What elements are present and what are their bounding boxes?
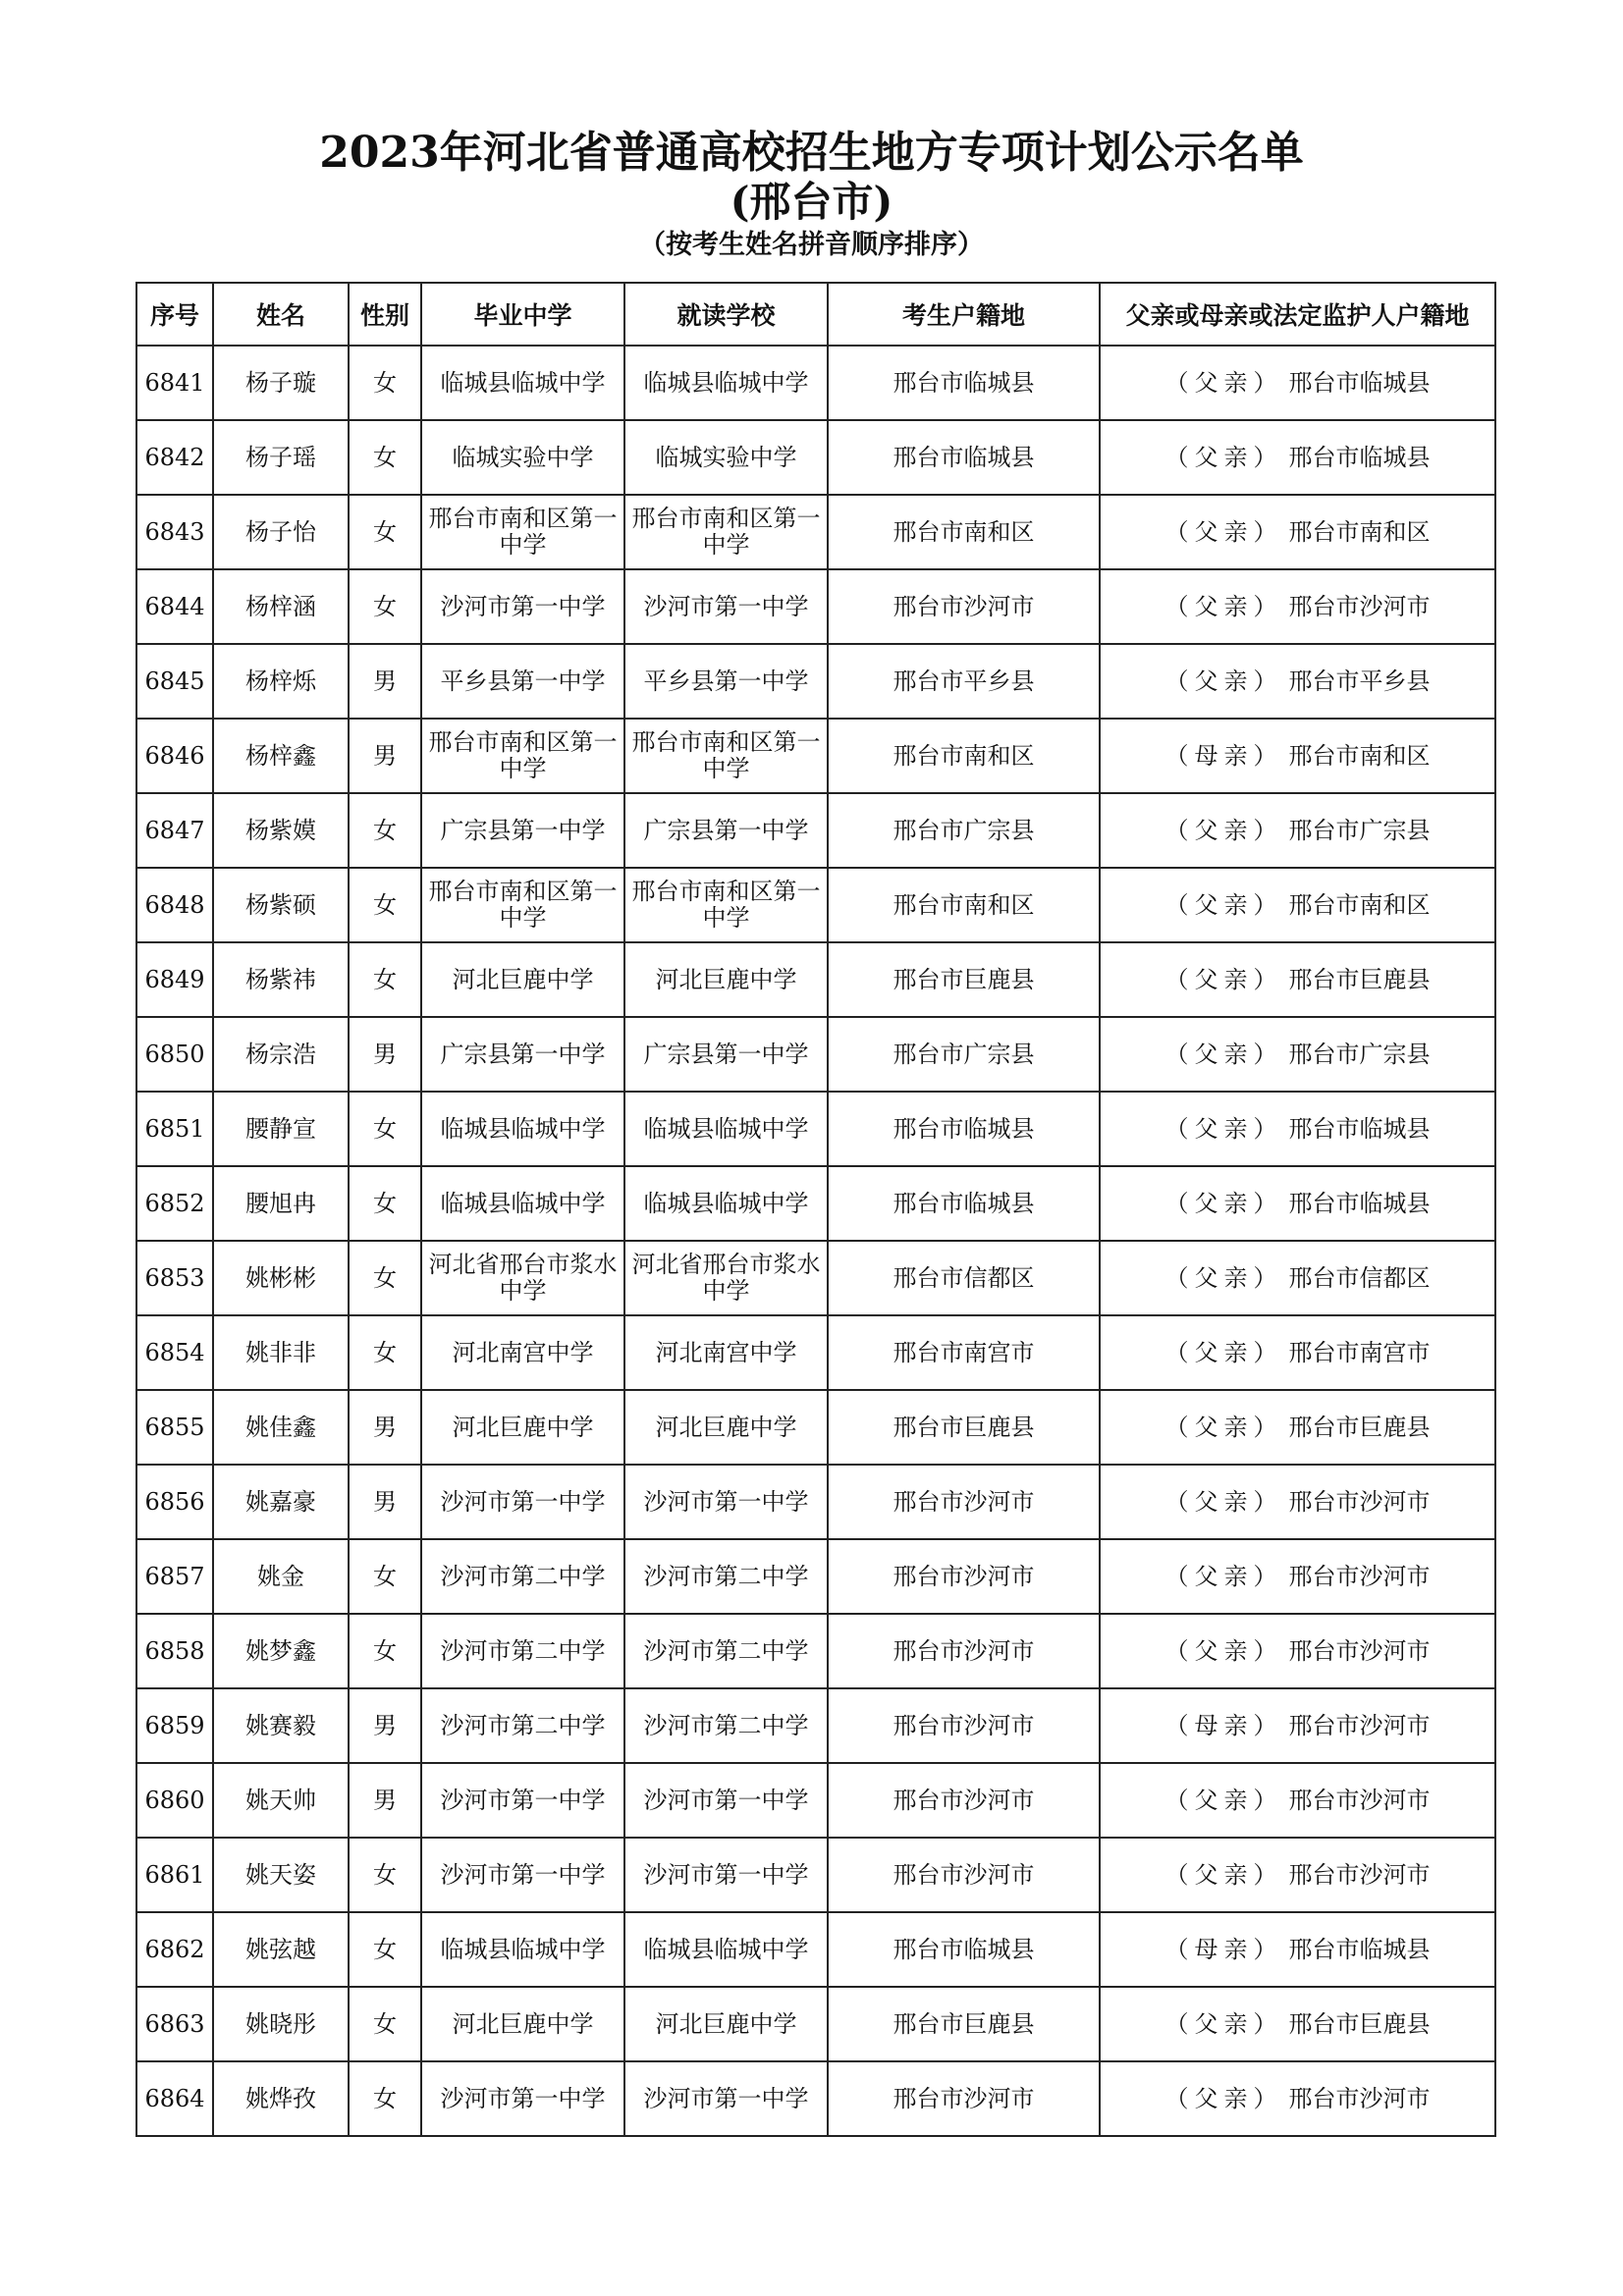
table-row [136, 1987, 1495, 2061]
cell-name: 杨子怡 [213, 495, 349, 569]
cell-study-school: 临城县临城中学 [624, 1912, 828, 1987]
cell-guardian [1100, 1166, 1495, 1241]
table-row [136, 1763, 1495, 1838]
table-row [136, 420, 1495, 495]
cell-study-school: 临城实验中学 [624, 420, 828, 495]
cell-name: 杨紫祎 [213, 942, 349, 1017]
cell-grad-school: 沙河市第一中学 [421, 1763, 624, 1838]
guardian-relation: （父亲） [1164, 517, 1283, 546]
cell-name: 姚金 [213, 1539, 349, 1614]
cell-name: 杨紫嫫 [213, 793, 349, 868]
cell-study-school: 平乡县第一中学 [624, 644, 828, 719]
guardian-place: 邢台市临城县 [1288, 1189, 1431, 1217]
guardian-relation: （父亲） [1164, 667, 1283, 695]
cell-residence: 邢台市南和区 [828, 495, 1100, 569]
guardian-relation: （父亲） [1164, 2084, 1283, 2112]
cell-gender: 女 [349, 1539, 421, 1614]
cell-guardian [1100, 1390, 1495, 1465]
guardian-relation: （父亲） [1164, 1786, 1283, 1814]
cell-gender: 男 [349, 644, 421, 719]
cell-grad-school: 临城县临城中学 [421, 1912, 624, 1987]
table-row [136, 942, 1495, 1017]
cell-no: 6856 [136, 1465, 213, 1539]
table-row [136, 1166, 1495, 1241]
cell-name: 杨梓烁 [213, 644, 349, 719]
cell-study-school: 临城县临城中学 [624, 1166, 828, 1241]
guardian-relation: （父亲） [1164, 368, 1283, 397]
guardian-relation: （父亲） [1164, 1338, 1283, 1366]
cell-guardian [1100, 1539, 1495, 1614]
cell-residence: 邢台市临城县 [828, 1166, 1100, 1241]
guardian-place: 邢台市沙河市 [1288, 592, 1431, 620]
table-row [136, 346, 1495, 420]
cell-study-school: 河北省邢台市浆水中学 [624, 1241, 828, 1315]
cell-guardian [1100, 1688, 1495, 1763]
cell-study-school: 河北巨鹿中学 [624, 1390, 828, 1465]
table-row [136, 1465, 1495, 1539]
cell-name: 姚天姿 [213, 1838, 349, 1912]
cell-grad-school: 沙河市第二中学 [421, 1614, 624, 1688]
guardian-place: 邢台市临城县 [1288, 443, 1431, 471]
cell-name: 姚赛毅 [213, 1688, 349, 1763]
cell-no: 6861 [136, 1838, 213, 1912]
cell-residence: 邢台市沙河市 [828, 1838, 1100, 1912]
cell-study-school: 河北巨鹿中学 [624, 942, 828, 1017]
guardian-place: 邢台市巨鹿县 [1288, 2009, 1431, 2038]
table-row [136, 1390, 1495, 1465]
cell-gender: 女 [349, 1315, 421, 1390]
cell-residence: 邢台市巨鹿县 [828, 1390, 1100, 1465]
guardian-relation: （父亲） [1164, 1487, 1283, 1516]
cell-grad-school: 沙河市第一中学 [421, 2061, 624, 2136]
cell-study-school: 河北南宫中学 [624, 1315, 828, 1390]
cell-name: 姚彬彬 [213, 1241, 349, 1315]
guardian-place: 邢台市巨鹿县 [1288, 1413, 1431, 1441]
cell-residence: 邢台市沙河市 [828, 1465, 1100, 1539]
cell-guardian [1100, 1315, 1495, 1390]
guardian-place: 邢台市临城县 [1288, 1114, 1431, 1143]
cell-grad-school: 沙河市第二中学 [421, 1688, 624, 1763]
col-header-study-school: 就读学校 [624, 283, 828, 346]
cell-gender: 男 [349, 1017, 421, 1092]
col-header-guardian: 父亲或母亲或法定监护人户籍地 [1100, 283, 1495, 346]
cell-study-school: 临城县临城中学 [624, 346, 828, 420]
cell-residence: 邢台市临城县 [828, 420, 1100, 495]
cell-no: 6858 [136, 1614, 213, 1688]
cell-residence: 邢台市南宫市 [828, 1315, 1100, 1390]
cell-guardian [1100, 1465, 1495, 1539]
roster-table [135, 282, 1496, 2137]
guardian-relation: （父亲） [1164, 1562, 1283, 1590]
cell-gender: 女 [349, 1987, 421, 2061]
cell-study-school: 邢台市南和区第一中学 [624, 868, 828, 942]
cell-name: 杨子瑶 [213, 420, 349, 495]
cell-name: 腰静宣 [213, 1092, 349, 1166]
cell-guardian [1100, 719, 1495, 793]
cell-grad-school: 邢台市南和区第一中学 [421, 719, 624, 793]
cell-name: 杨紫硕 [213, 868, 349, 942]
guardian-place: 邢台市临城县 [1288, 1935, 1431, 1963]
cell-gender: 女 [349, 495, 421, 569]
cell-guardian [1100, 793, 1495, 868]
cell-name: 杨梓涵 [213, 569, 349, 644]
cell-name: 姚非非 [213, 1315, 349, 1390]
cell-name: 姚晓彤 [213, 1987, 349, 2061]
cell-gender: 男 [349, 1390, 421, 1465]
page-subtitle-city: (邢台市) [730, 178, 893, 226]
table-header [136, 283, 1495, 346]
cell-gender: 女 [349, 1912, 421, 1987]
cell-gender: 男 [349, 1688, 421, 1763]
guardian-relation: （父亲） [1164, 965, 1283, 993]
guardian-place: 邢台市南和区 [1288, 890, 1431, 919]
guardian-relation: （父亲） [1164, 1636, 1283, 1665]
cell-grad-school: 邢台市南和区第一中学 [421, 868, 624, 942]
cell-study-school: 临城县临城中学 [624, 1092, 828, 1166]
table-row [136, 495, 1495, 569]
col-header-gender: 性别 [349, 283, 421, 346]
header-row [136, 283, 1495, 346]
cell-gender: 男 [349, 719, 421, 793]
cell-guardian [1100, 2061, 1495, 2136]
cell-no: 6845 [136, 644, 213, 719]
table-row [136, 569, 1495, 644]
cell-name: 姚佳鑫 [213, 1390, 349, 1465]
cell-grad-school: 河北巨鹿中学 [421, 1390, 624, 1465]
guardian-place: 邢台市南和区 [1288, 517, 1431, 546]
cell-guardian [1100, 420, 1495, 495]
table-row [136, 719, 1495, 793]
guardian-relation: （父亲） [1164, 1040, 1283, 1068]
cell-no: 6841 [136, 346, 213, 420]
cell-no: 6860 [136, 1763, 213, 1838]
cell-guardian [1100, 495, 1495, 569]
cell-gender: 女 [349, 2061, 421, 2136]
sort-note: （按考生姓名拼音顺序排序） [639, 230, 984, 260]
cell-no: 6863 [136, 1987, 213, 2061]
cell-grad-school: 河北巨鹿中学 [421, 942, 624, 1017]
guardian-place: 邢台市沙河市 [1288, 2084, 1431, 2112]
cell-study-school: 邢台市南和区第一中学 [624, 719, 828, 793]
guardian-relation: （父亲） [1164, 1263, 1283, 1292]
cell-name: 腰旭冉 [213, 1166, 349, 1241]
table-row [136, 868, 1495, 942]
cell-no: 6855 [136, 1390, 213, 1465]
guardian-relation: （父亲） [1164, 443, 1283, 471]
cell-study-school: 沙河市第一中学 [624, 569, 828, 644]
guardian-relation: （母亲） [1164, 1711, 1283, 1739]
cell-guardian [1100, 644, 1495, 719]
table-row [136, 1539, 1495, 1614]
col-header-grad-school: 毕业中学 [421, 283, 624, 346]
cell-residence: 邢台市沙河市 [828, 2061, 1100, 2136]
cell-gender: 女 [349, 569, 421, 644]
cell-guardian [1100, 1017, 1495, 1092]
cell-study-school: 沙河市第一中学 [624, 1763, 828, 1838]
cell-no: 6857 [136, 1539, 213, 1614]
guardian-place: 邢台市广宗县 [1288, 1040, 1431, 1068]
cell-gender: 女 [349, 420, 421, 495]
table-row [136, 1688, 1495, 1763]
guardian-place: 邢台市巨鹿县 [1288, 965, 1431, 993]
cell-guardian [1100, 346, 1495, 420]
cell-name: 姚梦鑫 [213, 1614, 349, 1688]
cell-grad-school: 河北南宫中学 [421, 1315, 624, 1390]
cell-no: 6854 [136, 1315, 213, 1390]
cell-no: 6847 [136, 793, 213, 868]
cell-gender: 女 [349, 1838, 421, 1912]
guardian-place: 邢台市沙河市 [1288, 1786, 1431, 1814]
table-body [136, 346, 1495, 2136]
col-header-residence: 考生户籍地 [828, 283, 1100, 346]
guardian-place: 邢台市临城县 [1288, 368, 1431, 397]
cell-grad-school: 沙河市第一中学 [421, 569, 624, 644]
cell-study-school: 沙河市第二中学 [624, 1614, 828, 1688]
cell-study-school: 广宗县第一中学 [624, 1017, 828, 1092]
cell-grad-school: 河北省邢台市浆水中学 [421, 1241, 624, 1315]
cell-guardian [1100, 1987, 1495, 2061]
cell-grad-school: 临城县临城中学 [421, 1092, 624, 1166]
cell-gender: 女 [349, 1241, 421, 1315]
guardian-place: 邢台市沙河市 [1288, 1860, 1431, 1889]
cell-name: 姚嘉豪 [213, 1465, 349, 1539]
cell-no: 6842 [136, 420, 213, 495]
cell-guardian [1100, 942, 1495, 1017]
cell-guardian [1100, 569, 1495, 644]
cell-residence: 邢台市巨鹿县 [828, 1987, 1100, 2061]
table-row [136, 1912, 1495, 1987]
cell-residence: 邢台市广宗县 [828, 793, 1100, 868]
cell-residence: 邢台市沙河市 [828, 1763, 1100, 1838]
table-row [136, 644, 1495, 719]
table-row [136, 1614, 1495, 1688]
table-row [136, 1017, 1495, 1092]
cell-study-school: 沙河市第一中学 [624, 2061, 828, 2136]
cell-guardian [1100, 1838, 1495, 1912]
guardian-relation: （父亲） [1164, 816, 1283, 844]
cell-no: 6843 [136, 495, 213, 569]
cell-guardian [1100, 1092, 1495, 1166]
cell-guardian [1100, 1912, 1495, 1987]
cell-grad-school: 沙河市第一中学 [421, 1465, 624, 1539]
cell-grad-school: 广宗县第一中学 [421, 793, 624, 868]
guardian-place: 邢台市南宫市 [1288, 1338, 1431, 1366]
cell-residence: 邢台市沙河市 [828, 569, 1100, 644]
cell-residence: 邢台市南和区 [828, 868, 1100, 942]
cell-name: 杨宗浩 [213, 1017, 349, 1092]
guardian-relation: （母亲） [1164, 741, 1283, 770]
table-row [136, 1315, 1495, 1390]
guardian-place: 邢台市广宗县 [1288, 816, 1431, 844]
cell-gender: 女 [349, 1166, 421, 1241]
table-row [136, 1241, 1495, 1315]
guardian-place: 邢台市南和区 [1288, 741, 1431, 770]
cell-name: 姚弦越 [213, 1912, 349, 1987]
cell-name: 姚烨孜 [213, 2061, 349, 2136]
guardian-relation: （父亲） [1164, 1189, 1283, 1217]
cell-residence: 邢台市沙河市 [828, 1614, 1100, 1688]
cell-no: 6852 [136, 1166, 213, 1241]
guardian-relation: （父亲） [1164, 592, 1283, 620]
cell-grad-school: 平乡县第一中学 [421, 644, 624, 719]
table-row [136, 2061, 1495, 2136]
cell-no: 6853 [136, 1241, 213, 1315]
cell-grad-school: 临城县临城中学 [421, 346, 624, 420]
col-header-name: 姓名 [213, 283, 349, 346]
guardian-place: 邢台市沙河市 [1288, 1487, 1431, 1516]
table-row [136, 793, 1495, 868]
cell-guardian [1100, 1763, 1495, 1838]
cell-study-school: 沙河市第二中学 [624, 1539, 828, 1614]
cell-gender: 女 [349, 793, 421, 868]
cell-study-school: 沙河市第一中学 [624, 1838, 828, 1912]
cell-study-school: 邢台市南和区第一中学 [624, 495, 828, 569]
guardian-place: 邢台市沙河市 [1288, 1711, 1431, 1739]
cell-gender: 女 [349, 346, 421, 420]
cell-residence: 邢台市沙河市 [828, 1539, 1100, 1614]
cell-residence: 邢台市南和区 [828, 719, 1100, 793]
cell-residence: 邢台市平乡县 [828, 644, 1100, 719]
guardian-relation: （父亲） [1164, 1114, 1283, 1143]
guardian-place: 邢台市沙河市 [1288, 1636, 1431, 1665]
cell-gender: 女 [349, 1092, 421, 1166]
cell-grad-school: 临城县临城中学 [421, 1166, 624, 1241]
guardian-relation: （母亲） [1164, 1935, 1283, 1963]
cell-residence: 邢台市信都区 [828, 1241, 1100, 1315]
cell-residence: 邢台市广宗县 [828, 1017, 1100, 1092]
guardian-place: 邢台市信都区 [1288, 1263, 1431, 1292]
cell-grad-school: 河北巨鹿中学 [421, 1987, 624, 2061]
guardian-relation: （父亲） [1164, 1860, 1283, 1889]
cell-study-school: 沙河市第二中学 [624, 1688, 828, 1763]
cell-gender: 女 [349, 942, 421, 1017]
cell-no: 6850 [136, 1017, 213, 1092]
cell-study-school: 河北巨鹿中学 [624, 1987, 828, 2061]
table-row [136, 1838, 1495, 1912]
cell-residence: 邢台市沙河市 [828, 1688, 1100, 1763]
cell-study-school: 广宗县第一中学 [624, 793, 828, 868]
guardian-place: 邢台市平乡县 [1288, 667, 1431, 695]
cell-no: 6864 [136, 2061, 213, 2136]
cell-grad-school: 沙河市第一中学 [421, 1838, 624, 1912]
cell-guardian [1100, 1241, 1495, 1315]
cell-name: 姚天帅 [213, 1763, 349, 1838]
cell-residence: 邢台市临城县 [828, 1912, 1100, 1987]
guardian-place: 邢台市沙河市 [1288, 1562, 1431, 1590]
cell-guardian [1100, 868, 1495, 942]
cell-name: 杨子璇 [213, 346, 349, 420]
cell-gender: 女 [349, 868, 421, 942]
cell-study-school: 沙河市第一中学 [624, 1465, 828, 1539]
cell-no: 6849 [136, 942, 213, 1017]
cell-no: 6844 [136, 569, 213, 644]
cell-residence: 邢台市临城县 [828, 346, 1100, 420]
cell-gender: 男 [349, 1465, 421, 1539]
cell-no: 6846 [136, 719, 213, 793]
cell-grad-school: 沙河市第二中学 [421, 1539, 624, 1614]
cell-grad-school: 临城实验中学 [421, 420, 624, 495]
cell-gender: 女 [349, 1614, 421, 1688]
cell-residence: 邢台市巨鹿县 [828, 942, 1100, 1017]
guardian-relation: （父亲） [1164, 1413, 1283, 1441]
guardian-relation: （父亲） [1164, 890, 1283, 919]
cell-no: 6859 [136, 1688, 213, 1763]
col-header-no: 序号 [136, 283, 213, 346]
cell-grad-school: 邢台市南和区第一中学 [421, 495, 624, 569]
guardian-relation: （父亲） [1164, 2009, 1283, 2038]
cell-name: 杨梓鑫 [213, 719, 349, 793]
page-title: 2023年河北省普通高校招生地方专项计划公示名单 [319, 128, 1304, 178]
cell-no: 6851 [136, 1092, 213, 1166]
cell-gender: 男 [349, 1763, 421, 1838]
cell-no: 6848 [136, 868, 213, 942]
cell-residence: 邢台市临城县 [828, 1092, 1100, 1166]
cell-guardian [1100, 1614, 1495, 1688]
cell-grad-school: 广宗县第一中学 [421, 1017, 624, 1092]
table-row [136, 1092, 1495, 1166]
cell-no: 6862 [136, 1912, 213, 1987]
